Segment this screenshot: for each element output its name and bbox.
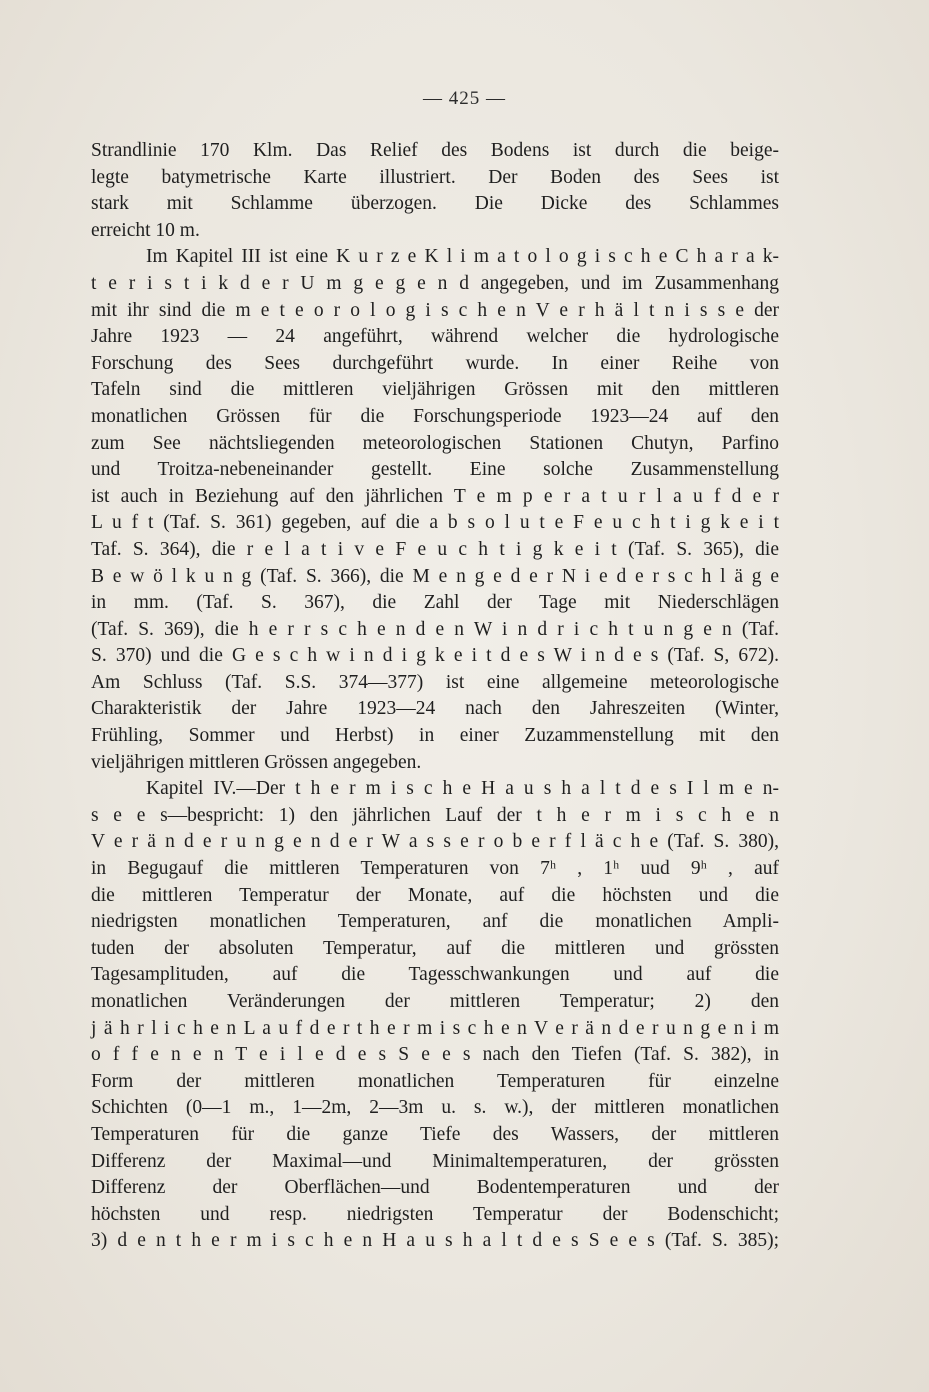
text-line: Frühling, Sommer und Herbst) in einer Zuzammenstellung mit den	[91, 725, 779, 747]
text-line: tuden der absoluten Temperatur, auf die mittleren und grössten	[91, 937, 779, 959]
text-line: in mm. (Taf. S. 367), die Zahl der Tage mit Niederschlägen	[91, 592, 779, 614]
text-line: L u f t (Taf. S. 361) gegeben, auf die a b s o l u t e F e u c h t i g k e i t	[91, 512, 779, 534]
body-text	[91, 138, 779, 1255]
text-line: zum See nächtsliegenden meteorologischen Stationen Chutyn, Parfino	[91, 432, 779, 454]
text-line: legte batymetrische Karte illustriert. Der Boden des Sees ist	[91, 166, 779, 188]
text-line: monatlichen Veränderungen der mittleren Temperatur; 2) den	[91, 991, 779, 1012]
text-line: o f f e n e n T e i l e d e s S e e s nach den Tiefen (Taf. S. 382), in	[91, 1044, 779, 1066]
text-line: V e r ä n d e r u n g e n d e r W a s s e r o b e r f l ä c h e (Taf. S. 380),	[91, 831, 779, 853]
text-line: niedrigsten monatlichen Temperaturen, anf die monatlichen Ampli-	[91, 911, 779, 933]
text-line: und Troitza-nebeneinander gestellt. Eine solche Zusammenstellung	[91, 459, 779, 481]
text-line: B e w ö l k u n g (Taf. S. 366), die M e n g e d e r N i e d e r s c h l ä g e	[91, 565, 779, 587]
text-line: Differenz der Maximal—und Minimaltemperaturen, der grössten	[91, 1150, 779, 1172]
text-line: Jahre 1923 — 24 angeführt, während welcher die hydrologische	[91, 326, 779, 348]
text-line: Schichten (0—1 m., 1—2m, 2—3m u. s. w.), der mittleren monatlichen	[91, 1097, 779, 1119]
text-line: Charakteristik der Jahre 1923—24 nach den Jahreszeiten (Winter,	[91, 698, 779, 720]
page-number: — 425 —	[423, 88, 506, 109]
text-line: vieljährigen mittleren Grössen angegeben.	[91, 751, 422, 773]
text-line: Tagesamplituden, auf die Tagesschwankungen und auf die	[91, 964, 779, 986]
text-line: S. 370) und die G e s c h w i n d i g k e i t d e s W i n d e s (Taf. S, 672).	[91, 645, 779, 667]
text-line: (Taf. S. 369), die h e r r s c h e n d e n W i n d r i c h t u n g e n (Taf.	[91, 618, 779, 640]
text-line: erreicht 10 m.	[91, 219, 200, 241]
text-line: ist auch in Beziehung auf den jährlichen T e m p e r a t u r l a u f d e r	[91, 485, 779, 507]
text-line: Im Kapitel III ist eine K u r z e K l i m a t o l o g i s c h e C h a r a k-	[146, 246, 779, 268]
text-line: 3) d e n t h e r m i s c h e n H a u s h a l t d e s S e e s (Taf. S. 385);	[91, 1230, 779, 1252]
text-line: höchsten und resp. niedrigsten Temperatur der Bodenschicht;	[91, 1203, 779, 1225]
text-line: Forschung des Sees durchgeführt wurde. In einer Reihe von	[91, 352, 779, 374]
text-line: Strandlinie 170 Klm. Das Relief des Bodens ist durch die beige-	[91, 140, 779, 161]
text-line: mit ihr sind die m e t e o r o l o g i s c h e n V e r h ä l t n i s s e der	[91, 299, 779, 321]
text-line: Temperaturen für die ganze Tiefe des Wassers, der mittleren	[91, 1123, 779, 1145]
text-line: s e e s—bespricht: 1) den jährlichen Lauf der t h e r m i s c h e n	[91, 804, 779, 826]
text-line: in Begugauf die mittleren Temperaturen von 7ʰ , 1ʰ uud 9ʰ , auf	[91, 858, 779, 880]
text-line: Taf. S. 364), die r e l a t i v e F e u c h t i g k e i t (Taf. S. 365), die	[91, 538, 779, 560]
text-line: Form der mittleren monatlichen Temperaturen für einzelne	[91, 1070, 779, 1092]
text-line: Kapitel IV.—Der t h e r m i s c h e H a u s h a l t d e s I l m e n-	[146, 778, 779, 800]
text-line: stark mit Schlamme überzogen. Die Dicke des Schlammes	[91, 193, 779, 215]
text-line: Tafeln sind die mittleren vieljährigen Grössen mit den mittleren	[91, 379, 779, 401]
text-line: j ä h r l i c h e n L a u f d e r t h e r m i s c h e n V e r ä n d e r u n g e n i m	[91, 1017, 779, 1039]
text-line: monatlichen Grössen für die Forschungsperiode 1923—24 auf den	[91, 405, 779, 427]
text-line: Differenz der Oberflächen—und Bodentemperaturen und der	[91, 1177, 779, 1199]
text-line: Am Schluss (Taf. S.S. 374—377) ist eine allgemeine meteorologische	[91, 671, 779, 693]
text-line: die mittleren Temperatur der Monate, auf die höchsten und die	[91, 884, 779, 906]
text-line: t e r i s t i k d e r U m g e g e n d angegeben, und im Zusammenhang	[91, 272, 779, 294]
